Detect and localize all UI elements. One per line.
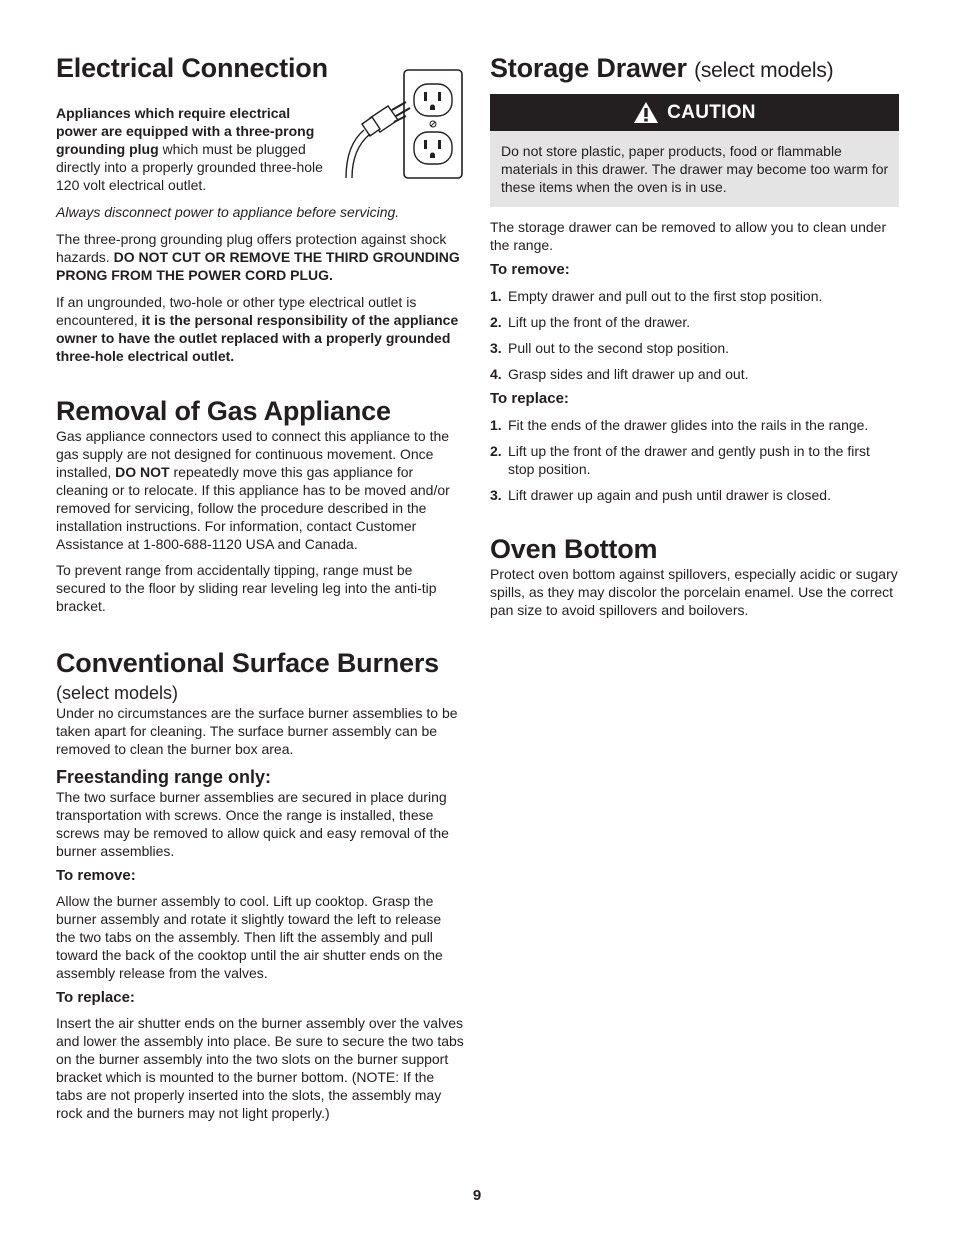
step-text: Lift up the front of the drawer. (508, 314, 691, 330)
storage-replace-heading: To replace: (490, 390, 569, 407)
storage-remove-heading: To remove: (490, 261, 570, 278)
page-number: 9 (472, 1187, 482, 1204)
step-number: 2. (490, 443, 502, 459)
storage-drawer-title-main: Storage Drawer (490, 53, 687, 83)
caution-text: Do not store plastic, paper products, food or flammable materials in this drawer. The drawer may become too warm for these items when the oven is in use. (501, 143, 889, 195)
gas-paragraph-1 (56, 427, 464, 553)
electrical-paragraph-1 (56, 104, 332, 194)
oven-bottom-title: Oven Bottom (490, 534, 658, 564)
surface-burners-section (56, 647, 464, 1122)
electrical-p4-bold: it is the personal responsibility of the appliance owner to have the outlet replaced with a properly grounded three-hole electrical outlet. (56, 312, 459, 364)
electrical-connection-title: Electrical Connection (56, 53, 328, 83)
electrical-p2-italic: Always disconnect power to appliance before servicing. (56, 204, 400, 220)
gas-p1-bold: DO NOT (115, 464, 170, 480)
step-item (490, 442, 899, 478)
oven-bottom-text: Protect oven bottom against spillovers, especially acidic or sugary spills, as they may discolor the porcelain enamel. Use the correct pan size to avoid spillovers and boilovers. (490, 566, 898, 618)
electrical-paragraph-4 (56, 293, 464, 365)
step-text: Grasp sides and lift drawer up and out. (508, 366, 749, 382)
electrical-p3-normal: The three-prong grounding plug offers protection against shock hazards. (56, 231, 447, 265)
burners-replace-text: Insert the air shutter ends on the burner assembly over the valves and lower the assembly into place. Be sure to secure the two tabs on the burner assembly into the two slots on the burner support bracket which is mounted to the burner bottom. (NOTE: If the tabs are not properly inserted into the slots, the assembly may rock and the burners may not light properly.) (56, 1015, 464, 1121)
oven-bottom-section (490, 533, 899, 619)
surface-burners-title: Conventional Surface Burners (56, 648, 439, 678)
electrical-p3-bold: DO NOT CUT OR REMOVE THE THIRD GROUNDING PRONG FROM THE POWER CORD PLUG. (56, 249, 460, 283)
caution-box (490, 94, 899, 207)
step-number: 2. (490, 314, 502, 330)
storage-intro: The storage drawer can be removed to allow you to clean under the range. (490, 219, 887, 253)
step-item (490, 486, 899, 504)
electrical-p1-bold: Appliances which require electrical power are equipped with a three-prong grounding plug (56, 105, 315, 157)
storage-replace-steps (490, 416, 899, 504)
electrical-connection-section (56, 52, 464, 365)
warning-triangle-icon (633, 101, 659, 124)
step-text: Empty drawer and pull out to the first stop position. (508, 288, 823, 304)
step-number: 3. (490, 487, 502, 503)
gas-paragraph-2: To prevent range from accidentally tipping, range must be secured to the floor by sliding rear leveling leg into the anti-tip bracket. (56, 562, 437, 614)
step-item (490, 416, 899, 434)
gas-p1-b: repeatedly move this gas appliance for cleaning or to relocate. If this appliance has to be moved and/or removed for servicing, follow the procedure described in the installation instructions. For information, contact Customer Assistance at 1-800-688-1120 USA and Canada. (56, 464, 450, 552)
burners-replace-heading: To replace: (56, 989, 135, 1006)
burners-remove-text: Allow the burner assembly to cool. Lift up cooktop. Grasp the burner assembly and rotate it slightly toward the left to release the two tabs on the assembly. Then lift the assembly and pull toward the back of the cooktop until the air shutter ends on the assembly release from the valves. (56, 893, 443, 981)
burners-remove-heading: To remove: (56, 867, 136, 884)
gas-appliance-section (56, 395, 464, 615)
gas-appliance-title: Removal of Gas Appliance (56, 396, 391, 426)
right-column (490, 52, 899, 619)
burners-paragraph-1: Under no circumstances are the surface burner assemblies to be taken apart for cleaning. The surface burner assembly can be removed to clean the burner box area. (56, 705, 458, 757)
step-text: Fit the ends of the drawer glides into the rails in the range. (508, 417, 869, 433)
storage-remove-steps (490, 287, 899, 383)
step-text: Lift drawer up again and push until drawer is closed. (508, 487, 831, 503)
caution-body (490, 131, 899, 207)
freestanding-heading: Freestanding range only: (56, 767, 272, 787)
surface-burners-subtitle: (select models) (56, 683, 179, 703)
step-number: 1. (490, 417, 502, 433)
step-number: 4. (490, 366, 502, 382)
step-number: 1. (490, 288, 502, 304)
electrical-paragraph-3 (56, 230, 464, 284)
step-item (490, 287, 899, 305)
step-text: Pull out to the second stop position. (508, 340, 730, 356)
caution-bar (490, 94, 899, 131)
storage-drawer-title-sub: (select models) (694, 59, 834, 82)
step-text: Lift up the front of the drawer and gently push in to the first stop position. (508, 443, 870, 477)
electrical-p4-normal: If an ungrounded, two-hole or other type electrical outlet is encountered, (56, 294, 417, 328)
step-number: 3. (490, 340, 502, 356)
electrical-p1-rest: which must be plugged directly into a properly grounded three-hole 120 volt electrical outlet. (56, 141, 323, 193)
electrical-paragraph-2 (56, 203, 464, 221)
gas-p1-a: Gas appliance connectors used to connect this appliance to the gas supply are not designed for continuous movement. Once installed, (56, 428, 450, 480)
burners-paragraph-2: The two surface burner assemblies are secured in place during transportation with screws. Once the range is installed, these screws may be removed to allow quick and easy removal of the burner assemblies. (56, 789, 449, 859)
step-item (490, 339, 899, 357)
step-item (490, 365, 899, 383)
storage-drawer-section (490, 52, 899, 504)
storage-drawer-title (490, 52, 899, 87)
left-column (56, 52, 464, 1122)
caution-label: CAUTION (667, 101, 756, 123)
step-item (490, 313, 899, 331)
